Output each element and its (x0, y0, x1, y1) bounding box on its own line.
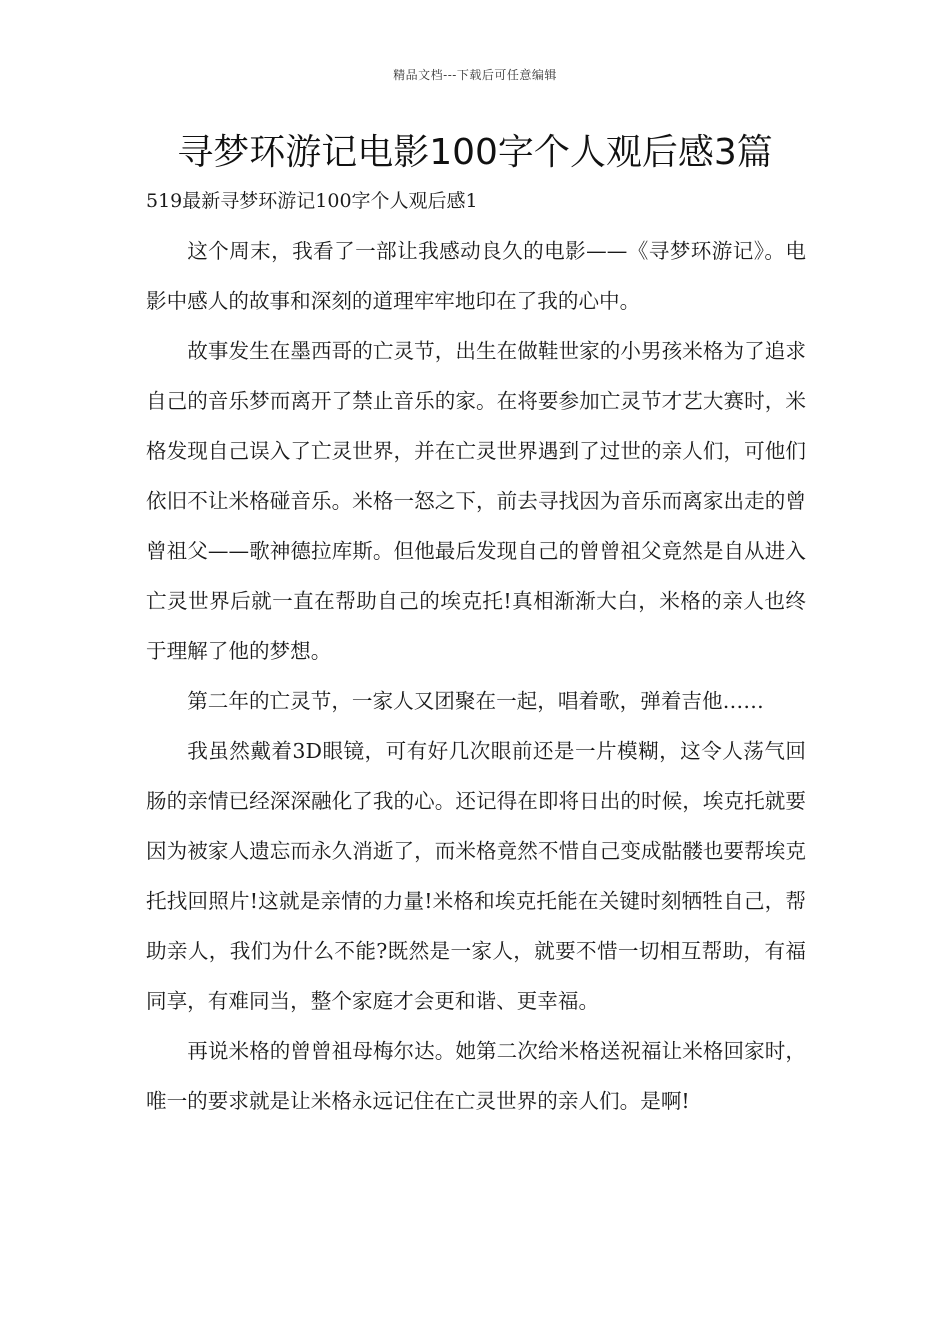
paragraph-1: 这个周末，我看了一部让我感动良久的电影——《寻梦环游记》。电影中感人的故事和深刻的道理牢牢地印在了我的心中。 (146, 239, 806, 313)
paragraph-3: 第二年的亡灵节，一家人又团聚在一起，唱着歌，弹着吉他…… (187, 689, 764, 713)
document-title: 寻梦环游记电影100字个人观后感3篇 (177, 132, 773, 173)
document-body (146, 226, 806, 1126)
document-subtitle: 519最新寻梦环游记100字个人观后感1 (146, 190, 478, 212)
paragraph-4: 我虽然戴着3D眼镜，可有好几次眼前还是一片模糊，这令人荡气回肠的亲情已经深深融化了我的心。还记得在即将日出的时候，埃克托就要因为被家人遗忘而永久消逝了，而米格竟然不惜自己变成骷髅也要帮埃克托找回照片!这就是亲情的力量!米格和埃克托能在关键时刻牺牲自己，帮助亲人，我们为什么不能?既然是一家人，就要不惜一切相互帮助，有福同享，有难同当，整个家庭才会更和谐、更幸福。 (146, 739, 806, 1013)
header-watermark: 精品文档---下载后可任意编辑 (393, 68, 557, 82)
paragraph-2: 故事发生在墨西哥的亡灵节，出生在做鞋世家的小男孩米格为了追求自己的音乐梦而离开了禁止音乐的家。在将要参加亡灵节才艺大赛时，米格发现自己误入了亡灵世界，并在亡灵世界遇到了过世的亲人们，可他们依旧不让米格碰音乐。米格一怒之下，前去寻找因为音乐而离家出走的曾曾祖父——歌神德拉库斯。但他最后发现自己的曾曾祖父竟然是自从进入亡灵世界后就一直在帮助自己的埃克托!真相渐渐大白，米格的亲人也终于理解了他的梦想。 (146, 339, 806, 663)
paragraph-5: 再说米格的曾曾祖母梅尔达。她第二次给米格送祝福让米格回家时，唯一的要求就是让米格永远记住在亡灵世界的亲人们。是啊! (146, 1039, 806, 1113)
